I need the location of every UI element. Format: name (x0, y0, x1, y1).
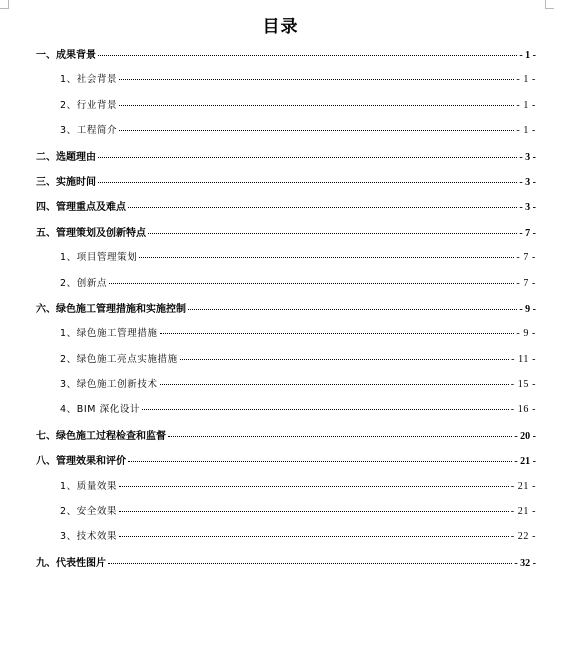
toc-entry-label: 五、管理策划及创新特点 (36, 227, 146, 239)
toc-entry-page: - 22 - (510, 531, 536, 543)
toc-entry-label: 六、绿色施工管理措施和实施控制 (36, 303, 186, 315)
toc-entry-label: 八、管理效果和评价 (36, 456, 126, 468)
toc-entry-page: - 7 - (516, 252, 536, 264)
toc-entry-label: 2、行业背景 (60, 99, 118, 111)
toc-entry[interactable] (36, 401, 536, 426)
toc-title: 目录 (262, 17, 299, 37)
toc-entry[interactable] (36, 148, 536, 173)
toc-entry-label: 1、项目管理策划 (60, 252, 138, 264)
toc-entry[interactable] (36, 300, 536, 325)
toc-entry[interactable] (36, 198, 536, 223)
page-corner-mark-right (545, 0, 554, 9)
toc-leader-dots (160, 384, 509, 385)
toc-entry-page: - 7 - (519, 227, 536, 239)
toc-leader-dots (148, 233, 517, 234)
toc-entry-page: - 3 - (519, 176, 536, 188)
toc-entry-label: 3、工程简介 (60, 125, 118, 137)
toc-leader-dots (119, 511, 509, 512)
toc-entry-page: - 11 - (511, 353, 536, 365)
toc-leader-dots (98, 182, 517, 183)
toc-leader-dots (119, 536, 509, 537)
toc-leader-dots (142, 409, 509, 410)
toc-entry[interactable] (36, 71, 536, 96)
toc-entry-page: - 21 - (514, 456, 536, 468)
toc-entry-label: 二、选题理由 (36, 151, 96, 163)
toc-entry[interactable] (36, 351, 536, 376)
toc-entry-page: - 21 - (510, 506, 536, 518)
toc-entry-page: - 7 - (516, 277, 536, 289)
toc-leader-dots (168, 436, 512, 437)
toc-entry-label: 3、技术效果 (60, 531, 118, 543)
toc-entry-page: - 1 - (516, 74, 536, 86)
toc-entry[interactable] (36, 173, 536, 198)
toc-entry-label: 九、代表性图片 (36, 557, 106, 569)
toc-leader-dots (98, 157, 517, 158)
toc-entry[interactable] (36, 249, 536, 274)
toc-leader-dots (139, 257, 514, 258)
toc-leader-dots (98, 55, 517, 56)
toc-leader-dots (119, 105, 514, 106)
toc-entry-label: 2、创新点 (60, 277, 108, 289)
toc-entry-page: - 32 - (514, 557, 536, 569)
toc-entry[interactable] (36, 275, 536, 300)
page-corner-mark-left (0, 0, 9, 9)
toc-leader-dots (160, 333, 515, 334)
toc-entry-label: 四、管理重点及难点 (36, 202, 126, 214)
toc-entry[interactable] (36, 554, 536, 579)
toc-entry-page: - 9 - (519, 303, 536, 315)
toc-entry-page: - 3 - (519, 151, 536, 163)
toc-leader-dots (188, 309, 517, 310)
toc-entry-label: 2、安全效果 (60, 506, 118, 518)
toc-leader-dots (180, 359, 509, 360)
toc-entry-label: 3、绿色施工创新技术 (60, 379, 158, 391)
toc-entry[interactable] (36, 427, 536, 452)
toc-entry-label: 一、成果背景 (36, 50, 96, 61)
toc-entry[interactable] (36, 528, 536, 553)
toc-entry-page: - 20 - (514, 430, 536, 442)
toc-entry-page: - 21 - (510, 480, 536, 492)
toc-entry-page: - 16 - (510, 404, 536, 416)
toc-entry-label: 1、质量效果 (60, 480, 118, 492)
toc-entry[interactable] (36, 478, 536, 503)
toc-entry-label: 1、绿色施工管理措施 (60, 328, 158, 340)
toc-entry-page: - 15 - (510, 379, 536, 391)
toc-entry-label: 4、BIM 深化设计 (60, 404, 141, 416)
toc-list (36, 46, 536, 579)
toc-leader-dots (108, 563, 512, 564)
toc-entry[interactable] (36, 224, 536, 249)
toc-entry[interactable] (36, 46, 536, 71)
toc-entry-page: - 1 - (516, 99, 536, 111)
toc-entry-label: 七、绿色施工过程检查和监督 (36, 430, 166, 442)
toc-leader-dots (128, 461, 512, 462)
toc-entry-page: - 1 - (519, 50, 536, 61)
toc-entry[interactable] (36, 452, 536, 477)
toc-entry[interactable] (36, 122, 536, 147)
toc-leader-dots (128, 207, 517, 208)
toc-entry-label: 2、绿色施工亮点实施措施 (60, 353, 178, 365)
toc-entry-label: 三、实施时间 (36, 176, 96, 188)
toc-leader-dots (119, 486, 509, 487)
toc-entry[interactable] (36, 376, 536, 401)
toc-leader-dots (119, 79, 514, 80)
toc-entry[interactable] (36, 325, 536, 350)
toc-entry[interactable] (36, 97, 536, 122)
toc-entry-label: 1、社会背景 (60, 74, 118, 86)
toc-entry-page: - 9 - (516, 328, 536, 340)
toc-entry[interactable] (36, 503, 536, 528)
toc-leader-dots (119, 130, 514, 131)
toc-entry-page: - 1 - (516, 125, 536, 137)
toc-leader-dots (109, 283, 514, 284)
toc-entry-page: - 3 - (519, 202, 536, 214)
